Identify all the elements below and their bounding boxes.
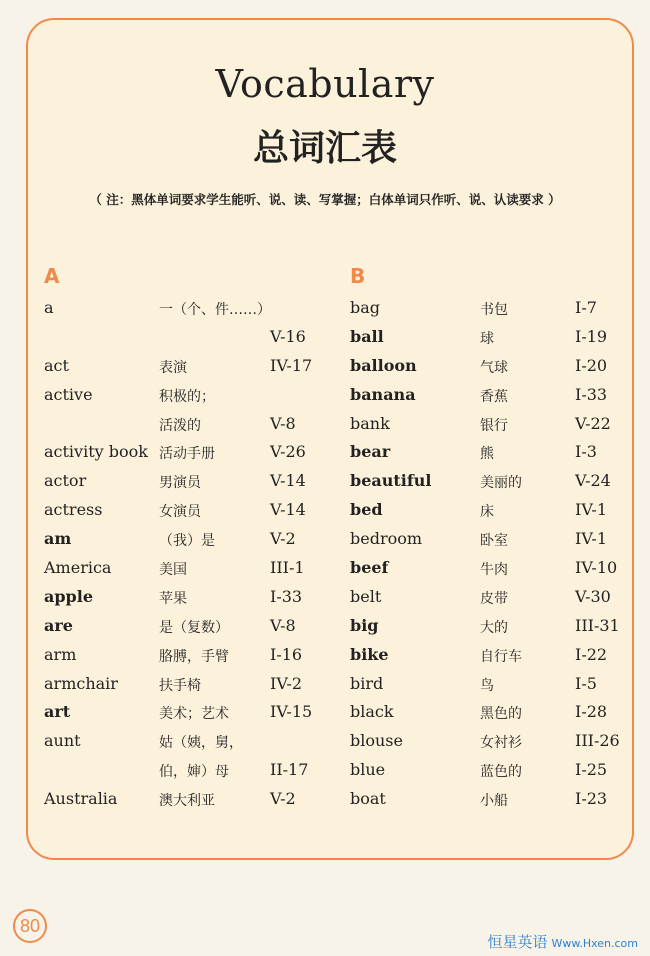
vocab-page-ref: I-22	[575, 644, 608, 664]
vocab-meaning: 姑（姨，舅，	[159, 735, 243, 752]
vocab-meaning: 胳膊，手臂	[159, 648, 229, 665]
vocab-page-ref: I-16	[270, 644, 303, 664]
vocab-meaning: 大的	[480, 619, 508, 636]
vocab-word: bag	[350, 298, 381, 317]
vocab-meaning: 活泼的	[159, 417, 201, 434]
vocab-page-ref: I-19	[575, 326, 608, 346]
watermark-site: Www.Hxen.com	[551, 937, 638, 950]
vocab-page-ref: V-14	[270, 500, 306, 520]
page-title-english: Vocabulary	[215, 62, 435, 106]
vocab-page-ref: V-8	[270, 615, 296, 635]
vocab-meaning: 床	[480, 504, 494, 521]
vocab-page-ref: V-26	[270, 442, 306, 462]
vocab-word: bird	[350, 673, 384, 693]
vocab-meaning: 积极的；	[159, 388, 215, 405]
vocab-meaning: 伯，婶）母	[159, 764, 229, 781]
vocab-meaning: （我）是	[159, 533, 215, 550]
vocab-word: active	[44, 384, 93, 404]
vocab-page-ref: I-33	[575, 384, 608, 404]
vocab-meaning: 女演员	[159, 504, 201, 521]
vocab-meaning: 苹果	[159, 590, 187, 607]
vocab-page-ref: V-16	[270, 326, 306, 346]
vocab-page-ref: I-3	[575, 442, 597, 462]
vocab-meaning: 是（复数）	[159, 619, 229, 636]
vocab-word: are	[44, 615, 73, 635]
vocab-word: balloon	[350, 355, 417, 375]
vocab-page-ref: V-22	[575, 413, 611, 433]
vocab-meaning: 女衬衫	[480, 735, 522, 752]
vocab-word: ball	[350, 326, 384, 346]
vocab-word: bear	[350, 442, 391, 462]
vocab-meaning: 澳大利亚	[159, 793, 215, 810]
vocab-page-ref: I-28	[575, 702, 608, 722]
vocab-meaning: 卧室	[480, 533, 508, 550]
watermark	[487, 931, 638, 952]
vocab-word: bedroom	[350, 529, 423, 549]
vocab-word: apple	[44, 586, 93, 606]
vocab-page-ref: IV-17	[270, 355, 313, 375]
vocab-page-ref: I-20	[575, 355, 608, 375]
vocab-word: America	[44, 558, 112, 578]
vocab-page-ref: III-1	[270, 558, 305, 578]
vocab-page-ref: V-24	[575, 471, 611, 491]
vocab-word: aunt	[44, 731, 81, 751]
vocab-word: banana	[350, 384, 416, 404]
watermark-brand: 恒星英语	[487, 933, 548, 951]
vocab-meaning: 美国	[159, 562, 187, 579]
vocab-meaning: 活动手册	[159, 446, 215, 463]
vocab-word: black	[350, 702, 394, 722]
vocab-page-ref: V-14	[270, 471, 306, 491]
vocab-meaning: 鸟	[480, 677, 494, 694]
vocab-word: a	[44, 298, 54, 317]
vocab-meaning: 球	[480, 330, 494, 347]
vocab-word: am	[44, 529, 72, 549]
vocab-page-ref: I-33	[270, 586, 303, 606]
vocab-page-ref: IV-1	[575, 529, 607, 549]
section-letter-a: A	[44, 264, 60, 288]
vocab-word: big	[350, 615, 379, 635]
vocab-word: beef	[350, 558, 389, 578]
vocab-meaning: 男演员	[159, 475, 201, 492]
vocab-page-ref: V-2	[270, 529, 296, 549]
vocab-meaning: 扶手椅	[159, 677, 201, 694]
vocab-meaning: 书包	[480, 302, 508, 318]
section-letter-b: B	[350, 264, 366, 288]
vocab-meaning: 蓝色的	[480, 764, 522, 781]
vocab-meaning: 气球	[480, 359, 508, 376]
vocab-meaning: 牛肉	[480, 562, 508, 579]
vocab-meaning: 自行车	[480, 648, 522, 665]
vocab-meaning: 香蕉	[480, 388, 508, 405]
vocab-meaning: 皮带	[480, 590, 508, 607]
vocab-page-ref: I-5	[575, 673, 597, 693]
vocab-page-ref: IV-15	[270, 702, 313, 722]
vocab-word: blouse	[350, 731, 403, 751]
vocab-page-ref: III-31	[575, 615, 620, 635]
vocab-meaning: 熊	[480, 446, 494, 463]
vocab-word: arm	[44, 644, 77, 664]
vocab-page-ref: IV-10	[575, 558, 618, 578]
vocab-page-ref: V-2	[270, 789, 296, 809]
vocab-page-ref: I-23	[575, 789, 608, 809]
vocab-meaning: 表演	[159, 359, 187, 376]
vocab-page-ref: V-30	[575, 586, 611, 606]
vocab-page-ref: I-25	[575, 760, 608, 780]
vocab-meaning: 美术；艺术	[159, 706, 229, 723]
vocab-word: art	[44, 702, 71, 722]
vocab-word: armchair	[44, 673, 118, 693]
vocab-word: actor	[44, 471, 87, 491]
vocab-page-ref: I-7	[575, 298, 597, 317]
vocab-meaning: 一（个、件……）	[159, 302, 271, 318]
vocab-meaning: 黑色的	[480, 706, 522, 723]
vocab-word: actress	[44, 500, 103, 520]
vocab-meaning: 小船	[480, 793, 508, 810]
vocab-word: blue	[350, 760, 386, 780]
usage-note: （ 注：黑体单词要求学生能听、说、读、写掌握；白体单词只作听、说、认读要求 ）	[89, 192, 561, 207]
vocab-word: act	[44, 355, 69, 375]
vocab-word: bank	[350, 413, 390, 433]
vocab-page-ref: II-17	[270, 760, 309, 780]
vocab-word: belt	[350, 586, 382, 606]
vocab-word: bike	[350, 644, 389, 664]
vocab-word: beautiful	[350, 471, 432, 491]
vocab-page-ref: IV-1	[575, 500, 607, 520]
page-number: 80	[13, 909, 47, 943]
vocab-meaning: 银行	[480, 417, 508, 434]
vocab-meaning: 美丽的	[480, 475, 522, 492]
vocab-page-ref: III-26	[575, 731, 620, 751]
vocab-word: activity book	[44, 442, 148, 462]
vocab-word: boat	[350, 789, 386, 809]
vocab-word: bed	[350, 500, 383, 520]
page-title-chinese: 总词汇表	[252, 128, 397, 169]
vocab-page-ref: V-8	[270, 413, 296, 433]
vocab-word: Australia	[44, 789, 118, 809]
vocab-page-ref: IV-2	[270, 673, 302, 693]
